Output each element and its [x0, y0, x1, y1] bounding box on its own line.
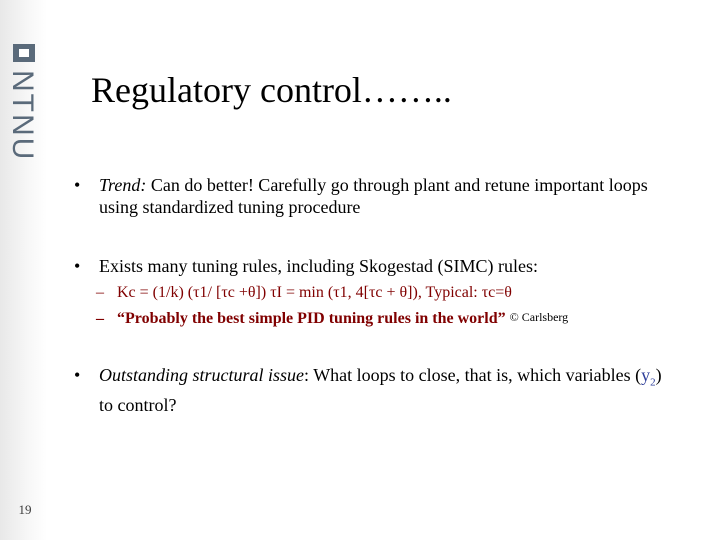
bullet-text	[99, 174, 674, 218]
variable-symbol: y	[641, 365, 651, 385]
sub-bullet-dash: –	[96, 284, 104, 301]
bullet-text: Exists many tuning rules, including Skogestad (SIMC) rules:	[99, 256, 538, 276]
bullet-text	[99, 364, 674, 416]
quote-text: “Probably the best simple PID tuning rules in the world”	[117, 310, 506, 327]
sub-bullet-text	[117, 309, 568, 329]
copyright-note: © Carlsberg	[509, 310, 569, 324]
sidebar	[0, 0, 47, 540]
variable-subscript: 2	[650, 376, 656, 389]
bullet-trend	[74, 174, 674, 220]
bullet-structural-issue	[74, 364, 674, 415]
bullet-lead: Trend:	[99, 175, 147, 195]
bullet-body-end: ) to control?	[99, 365, 662, 415]
sub-bullet-dash: –	[96, 310, 104, 327]
ntnu-logo	[5, 40, 45, 176]
bullet-lead: Outstanding structural issue	[99, 365, 305, 385]
bullet-tuning-rules	[74, 255, 674, 279]
sub-bullet-text: Kc = (1/k) (τ1/ [τc +θ]) τI = min (τ1, 4[τc + θ]), Typical: τc=θ	[117, 284, 512, 301]
bullet-dot: •	[74, 175, 81, 195]
variable-y2	[641, 365, 656, 389]
bullet-body: Can do better! Carefully go through plant and retune important loops using standardized tuning procedure	[99, 175, 648, 217]
bullet-body: : What loops to close, that is, which variables (	[304, 365, 642, 385]
slide-title: Regulatory control……..	[91, 70, 452, 110]
ntnu-logo-wordmark: NTNU	[6, 70, 39, 162]
page-number: 19	[18, 502, 32, 517]
bullet-dot: •	[74, 365, 81, 385]
bullet-dot: •	[74, 256, 81, 276]
